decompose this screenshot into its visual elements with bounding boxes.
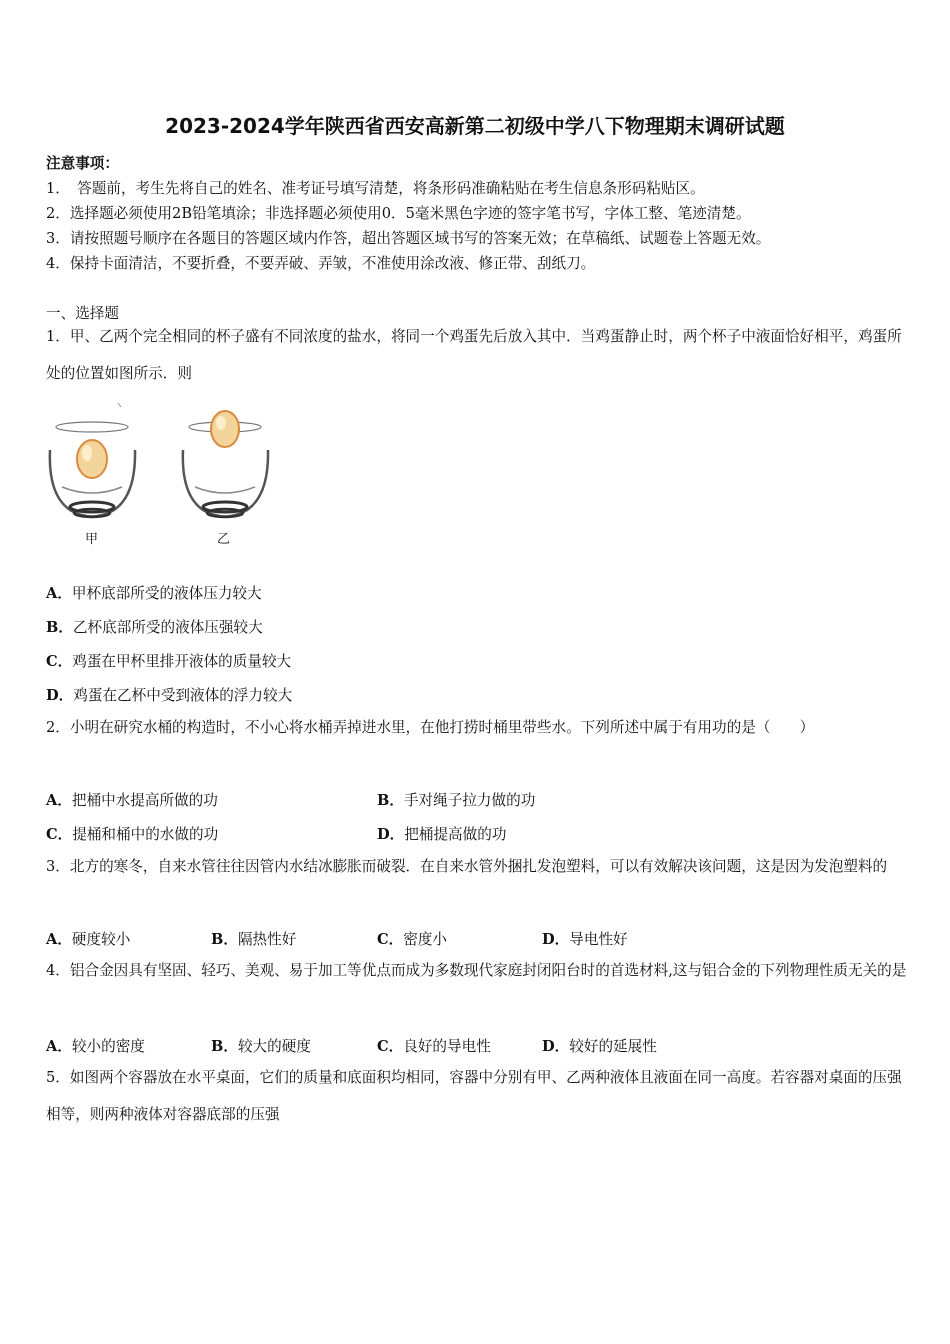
glasses-illustration: [40, 395, 290, 550]
option-letter: C．: [377, 931, 404, 948]
option-letter: C．: [46, 653, 73, 670]
notice-heading: 注意事项：: [46, 155, 119, 172]
option-text: 较大的硬度: [237, 1038, 311, 1055]
question-3-stem: 3．北方的寒冬，自来水管往往因管内水结冰膨胀而破裂．在自来水管外捆扎发泡塑料，可以有效解决该问题，这是因为发泡塑料的: [46, 858, 888, 875]
option-letter: D．: [542, 931, 570, 948]
option-text: 鸡蛋在乙杯中受到液体的浮力较大: [73, 687, 293, 704]
option-text: 把桶提高做的功: [404, 826, 507, 843]
notice-item: 2．选择题必须使用2B铅笔填涂；非选择题必须使用0．5毫米黑色字迹的签字笔书写，字体工整、笔迹清楚。: [46, 205, 751, 222]
option-letter: C．: [46, 826, 73, 843]
option-letter: A．: [46, 931, 72, 948]
option-text: 良好的导电性: [403, 1038, 491, 1055]
option-text: 密度小: [403, 931, 448, 948]
glass-yi: [183, 411, 268, 517]
option-letter: D．: [542, 1038, 570, 1055]
option-item: [46, 928, 130, 949]
option-item: [46, 1035, 145, 1056]
option-item: [377, 789, 535, 810]
option-item: [211, 1035, 311, 1056]
option-item: [377, 928, 447, 949]
caption-jia: 甲: [85, 532, 99, 547]
question-4-stem: 4．铝合金因具有坚固、轻巧、美观、易于加工等优点而成为多数现代家庭封闭阳台时的首选材料,这与铝合金的下列物理性质无关的是: [46, 962, 907, 979]
option-text: 隔热性好: [237, 931, 297, 948]
option-text: 甲杯底部所受的液体压力较大: [71, 585, 262, 602]
option-text: 较小的密度: [71, 1038, 145, 1055]
option-letter: A．: [46, 1038, 72, 1055]
option-text: 手对绳子拉力做的功: [403, 792, 536, 809]
glass-jia: [50, 422, 135, 517]
option-text: 硬度较小: [71, 931, 131, 948]
notice-item: 4．保持卡面清洁，不要折叠，不要弄破、弄皱，不准使用涂改液、修正带、刮纸刀。: [46, 255, 596, 272]
option-letter: D．: [377, 826, 405, 843]
option-text: 鸡蛋在甲杯里排开液体的质量较大: [72, 653, 292, 670]
option-text: 把桶中水提高所做的功: [71, 792, 218, 809]
question-2-stem: 2．小明在研究水桶的构造时，不小心将水桶弄掉进水里，在他打捞时桶里带些水。下列所述中属于有用功的是（ ）: [46, 719, 815, 736]
option-item: [46, 684, 292, 705]
egg-jia: [77, 440, 107, 478]
page-title: 2023-2024学年陕西省西安高新第二初级中学八下物理期末调研试题: [165, 114, 785, 138]
option-letter: B．: [377, 792, 404, 809]
question-1-stem: 1．甲、乙两个完全相同的杯子盛有不同浓度的盐水，将同一个鸡蛋先后放入其中．当鸡蛋静止时，两个杯子中液面恰好相平，鸡蛋所处的位置如图所示．则: [46, 328, 902, 382]
option-item: [542, 1035, 657, 1056]
option-letter: D．: [46, 687, 74, 704]
option-item: [211, 928, 296, 949]
option-letter: B．: [211, 1038, 238, 1055]
egg-yi: [211, 411, 239, 447]
option-text: 导电性好: [569, 931, 628, 948]
option-item: [46, 789, 218, 810]
question-1-figure: [40, 395, 290, 550]
option-letter: B．: [211, 931, 238, 948]
option-letter: B．: [46, 619, 73, 636]
option-item: [377, 823, 506, 844]
option-text: 提桶和桶中的水做的功: [72, 826, 219, 843]
option-letter: A．: [46, 792, 72, 809]
option-item: [542, 928, 628, 949]
option-item: [46, 616, 263, 637]
option-item: [377, 1035, 491, 1056]
option-item: [46, 823, 218, 844]
option-letter: A．: [46, 585, 72, 602]
question-5-stem: 5．如图两个容器放在水平桌面，它们的质量和底面积均相同，容器中分别有甲、乙两种液体且液面在同一高度。若容器对桌面的压强相等，则两种液体对容器底部的压强: [46, 1069, 902, 1123]
option-text: 较好的延展性: [569, 1038, 657, 1055]
option-item: [46, 650, 291, 671]
option-item: [46, 582, 262, 603]
option-letter: C．: [377, 1038, 404, 1055]
notice-item: 1． 答题前，考生先将自己的姓名、准考证号填写清楚，将条形码准确粘贴在考生信息条形码粘贴区。: [46, 180, 705, 197]
section-heading: 一、选择题: [46, 305, 119, 322]
caption-yi: 乙: [217, 532, 231, 547]
option-text: 乙杯底部所受的液体压强较大: [72, 619, 263, 636]
notice-item: 3．请按照题号顺序在各题目的答题区域内作答，超出答题区域书写的答案无效；在草稿纸、试题卷上答题无效。: [46, 230, 771, 247]
